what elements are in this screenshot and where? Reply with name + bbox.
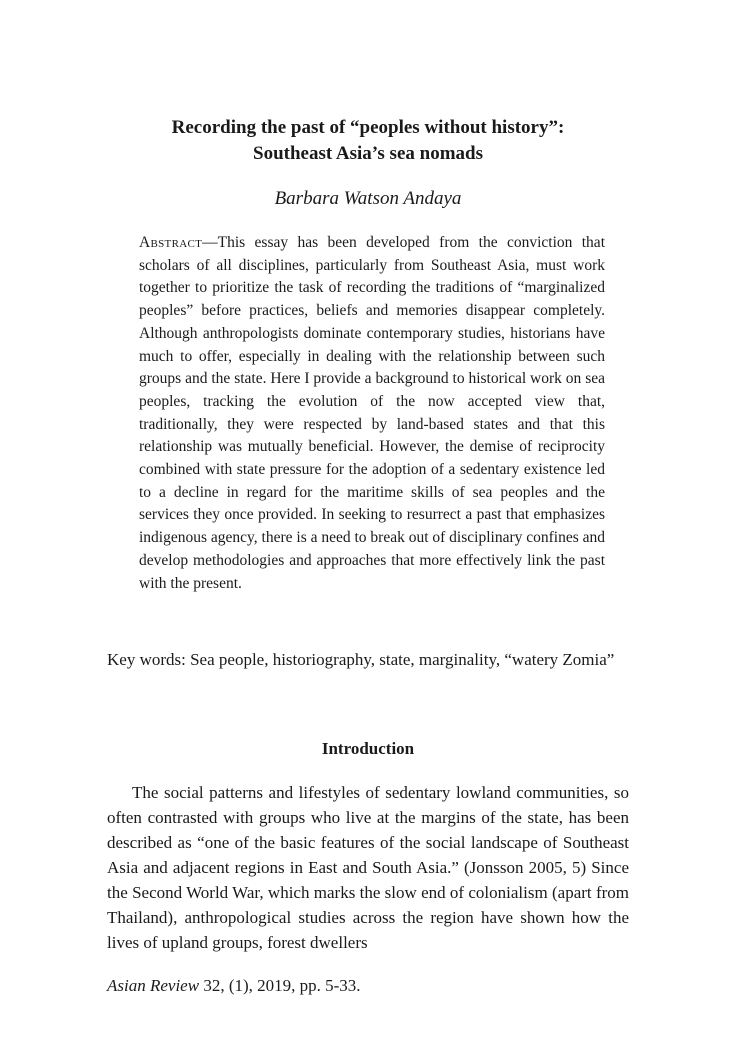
body-paragraph: The social patterns and lifestyles of sedentary lowland communities, so often contrasted with groups who live at the margins of the state, has been described as “one of the basic features of the social landscape of Southeast Asia and adjacent regions in East and South Asia.” (Jonsson 2005, 5) Since the Second World War, which marks the slow end of colonialism (apart from Thailand), anthropological studies across the region have shown how the lives of upland groups, forest dwellers — [107, 783, 629, 952]
abstract — [139, 232, 605, 595]
article-title — [100, 115, 636, 167]
article-title-line-2: Southeast Asia’s sea nomads — [253, 143, 483, 164]
citation-footer — [107, 974, 629, 998]
abstract-label: Abstract — [139, 234, 203, 251]
citation-details: 32, (1), 2019, pp. 5-33. — [199, 976, 361, 995]
author-name: Barbara Watson Andaya — [274, 188, 462, 209]
journal-name: Asian Review — [107, 976, 200, 995]
article-title-line-1: Recording the past of “peoples without history”: — [171, 117, 565, 138]
section-heading: Introduction — [321, 739, 415, 758]
keywords: Key words: Sea people, historiography, state, marginality, “watery Zomia” — [107, 650, 615, 669]
abstract-text: —This essay has been developed from the conviction that scholars of all disciplines, particularly from Southeast Asia, must work together to prioritize the task of recording the traditions of “marginalized peoples” before practices, beliefs and memories disappear completely. Although anthropologists dominate contemporary studies, historians have much to offer, especially in dealing with the relationship between such groups and the state. Here I provide a background to historical work on sea peoples, tracking the evolution of the now accepted view that, traditionally, they were respected by land-based states and that this relationship was mutually beneficial. However, the demise of reciprocity combined with state pressure for the adoption of a sedentary existence led to a decline in regard for the maritime skills of sea peoples and the services they once provided. In seeking to resurrect a past that emphasizes indigenous agency, there is a need to break out of disciplinary confines and develop methodologies and approaches that more effectively link the past with the present. — [139, 234, 605, 592]
